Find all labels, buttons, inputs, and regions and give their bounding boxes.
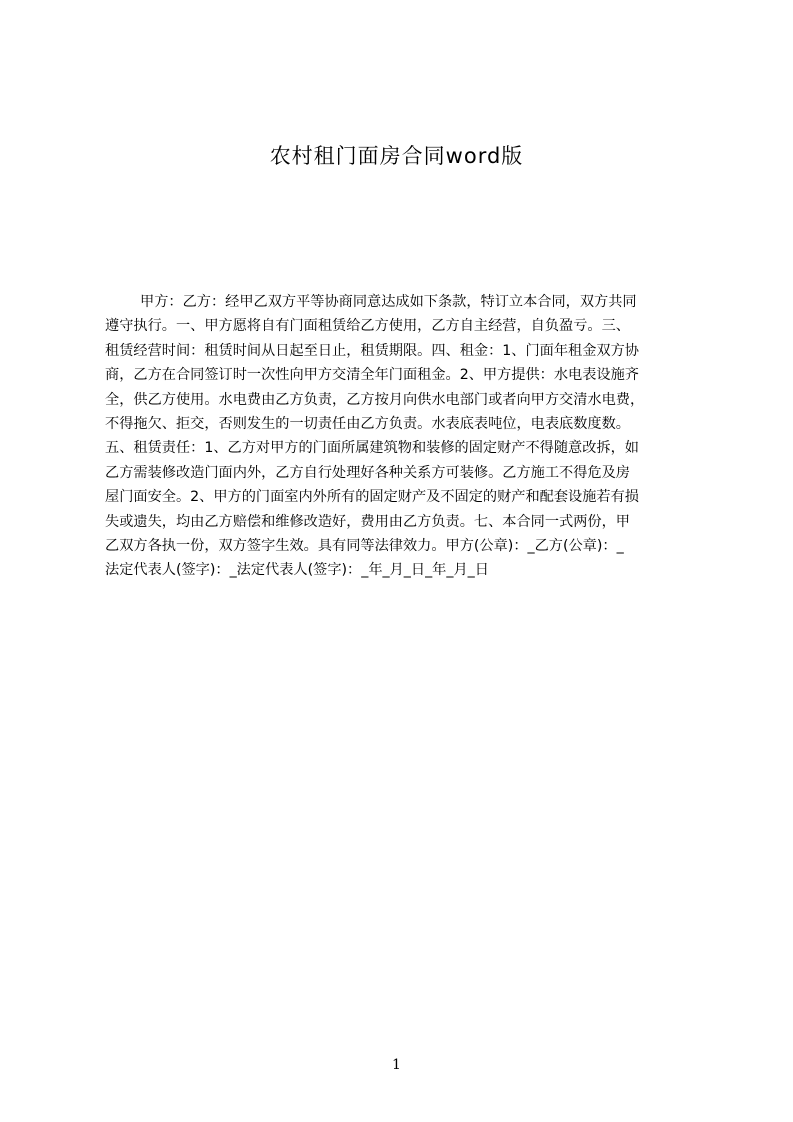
contract-body [105,290,700,610]
body-line-12: 法定代表人(签字)：_法定代表人(签字)：_年_月_日_年_月_日 [105,562,489,579]
body-line-1: 甲方：乙方：经甲乙双方平等协商同意达成如下条款，特订立本合同，双方共同 [140,294,637,310]
page-number: 1 [392,1057,401,1073]
body-line-6: 不得拖欠、拒交，否则发生的一切责任由乙方负责。水表底表吨位，电表底数度数。 [105,415,630,432]
body-line-11: 乙双方各执一份，双方签字生效。具有同等法律效力。甲方(公章)：_乙方(公章)：_ [105,537,624,554]
body-line-8: 乙方需装修改造门面内外，乙方自行处理好各种关系方可装修。乙方施工不得危及房 [105,464,630,481]
body-line-4: 商，乙方在合同签订时一次性向甲方交清全年门面租金。2、甲方提供：水电表设施齐 [105,367,639,384]
document-title: 农村租门面房合同word版 [269,144,524,168]
body-line-10: 失或遗失，均由乙方赔偿和维修改造好，费用由乙方负责。七、本合同一式两份，甲 [105,513,630,530]
body-line-9: 屋门面安全。2、甲方的门面室内外所有的固定财产及不固定的财产和配套设施若有损 [105,489,639,506]
body-line-3: 租赁经营时间：租赁时间从日起至日止，租赁期限。四、租金：1、门面年租金双方协 [105,342,639,359]
body-line-7: 五、租赁责任：1、乙方对甲方的门面所属建筑物和装修的固定财产不得随意改拆，如 [105,440,639,457]
body-line-5: 全，供乙方使用。水电费由乙方负责，乙方按月向供水电部门或者向甲方交清水电费， [105,391,645,408]
body-line-2: 遵守执行。一、甲方愿将自有门面租赁给乙方使用，乙方自主经营，自负盈亏。三、 [105,318,630,335]
